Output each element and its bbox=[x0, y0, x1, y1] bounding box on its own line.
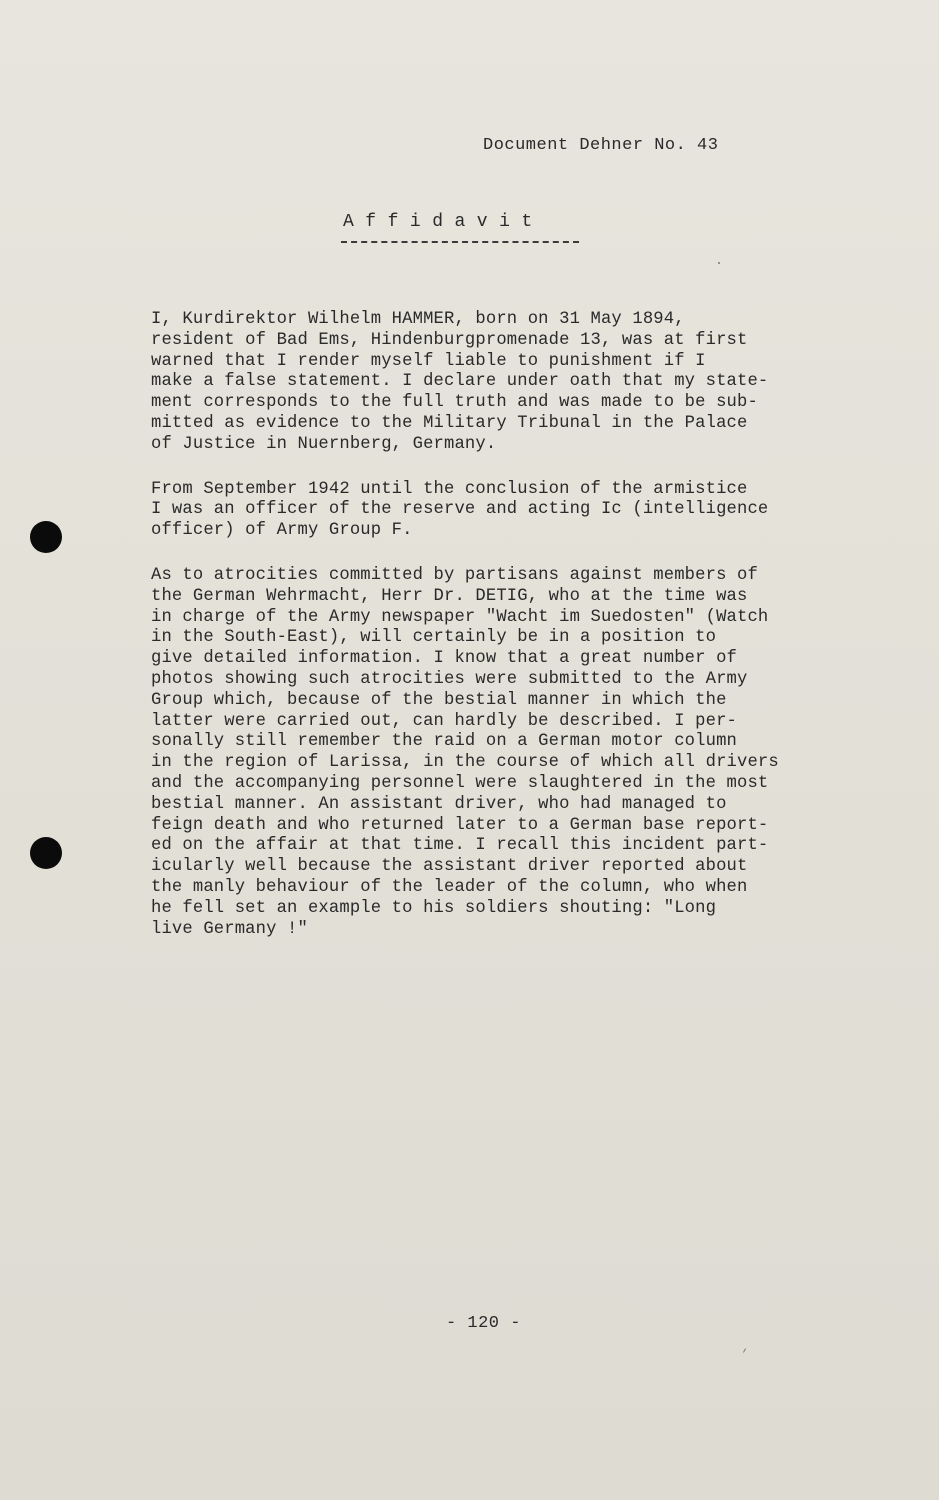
punch-hole bbox=[30, 837, 62, 869]
text-line: warned that I render myself liable to punishment if I bbox=[151, 351, 706, 371]
text-line: latter were carried out, can hardly be described. I per- bbox=[151, 711, 737, 731]
text-line: sonally still remember the raid on a German motor column bbox=[151, 732, 737, 752]
text-line: give detailed information. I know that a great number of bbox=[151, 649, 737, 669]
text-line: photos showing such atrocities were submitted to the Army bbox=[151, 669, 748, 689]
page-number: - 120 - bbox=[446, 1314, 521, 1333]
paragraph-service bbox=[151, 480, 871, 542]
text-line: I, Kurdirektor Wilhelm HAMMER, born on 31 May 1894, bbox=[151, 310, 685, 329]
document-title: Affidavit bbox=[343, 212, 544, 232]
text-line: icularly well because the assistant driver reported about bbox=[151, 857, 748, 877]
text-line: in the region of Larissa, in the course of which all drivers bbox=[151, 753, 779, 773]
text-line: in the South-East), will certainly be in a position to bbox=[151, 628, 717, 648]
paper-speck bbox=[718, 262, 720, 264]
text-line: I was an officer of the reserve and acting Ic (intelligence bbox=[151, 500, 769, 520]
text-line: live Germany !" bbox=[151, 919, 308, 939]
text-line: and the accompanying personnel were slaughtered in the most bbox=[151, 773, 769, 793]
text-line: in charge of the Army newspaper "Wacht im Suedosten" (Watch bbox=[151, 607, 769, 627]
punch-hole bbox=[30, 521, 62, 553]
text-line: officer) of Army Group F. bbox=[151, 521, 413, 541]
title-underline bbox=[341, 241, 579, 243]
paper-speck bbox=[743, 1348, 746, 1353]
document-body bbox=[151, 310, 871, 964]
text-line: ment corresponds to the full truth and was made to be sub- bbox=[151, 393, 758, 413]
text-line: he fell set an example to his soldiers shouting: "Long bbox=[151, 898, 717, 918]
text-line: bestial manner. An assistant driver, who had managed to bbox=[151, 794, 727, 814]
document-reference: Document Dehner No. 43 bbox=[483, 136, 719, 155]
text-line: of Justice in Nuernberg, Germany. bbox=[151, 434, 497, 454]
paragraph-atrocities bbox=[151, 566, 871, 940]
paragraph-oath bbox=[151, 310, 871, 456]
text-line: As to atrocities committed by partisans against members of bbox=[151, 565, 758, 585]
text-line: Group which, because of the bestial manner in which the bbox=[151, 690, 727, 710]
text-line: ed on the affair at that time. I recall this incident part- bbox=[151, 836, 769, 856]
text-line: mitted as evidence to the Military Tribunal in the Palace bbox=[151, 413, 748, 433]
text-line: the German Wehrmacht, Herr Dr. DETIG, who at the time was bbox=[151, 586, 748, 606]
text-line: feign death and who returned later to a German base report- bbox=[151, 815, 769, 835]
text-line: From September 1942 until the conclusion of the armistice bbox=[151, 479, 748, 499]
text-line: resident of Bad Ems, Hindenburgpromenade 13, was at first bbox=[151, 330, 748, 350]
text-line: make a false statement. I declare under oath that my state- bbox=[151, 372, 769, 392]
text-line: the manly behaviour of the leader of the column, who when bbox=[151, 877, 748, 897]
